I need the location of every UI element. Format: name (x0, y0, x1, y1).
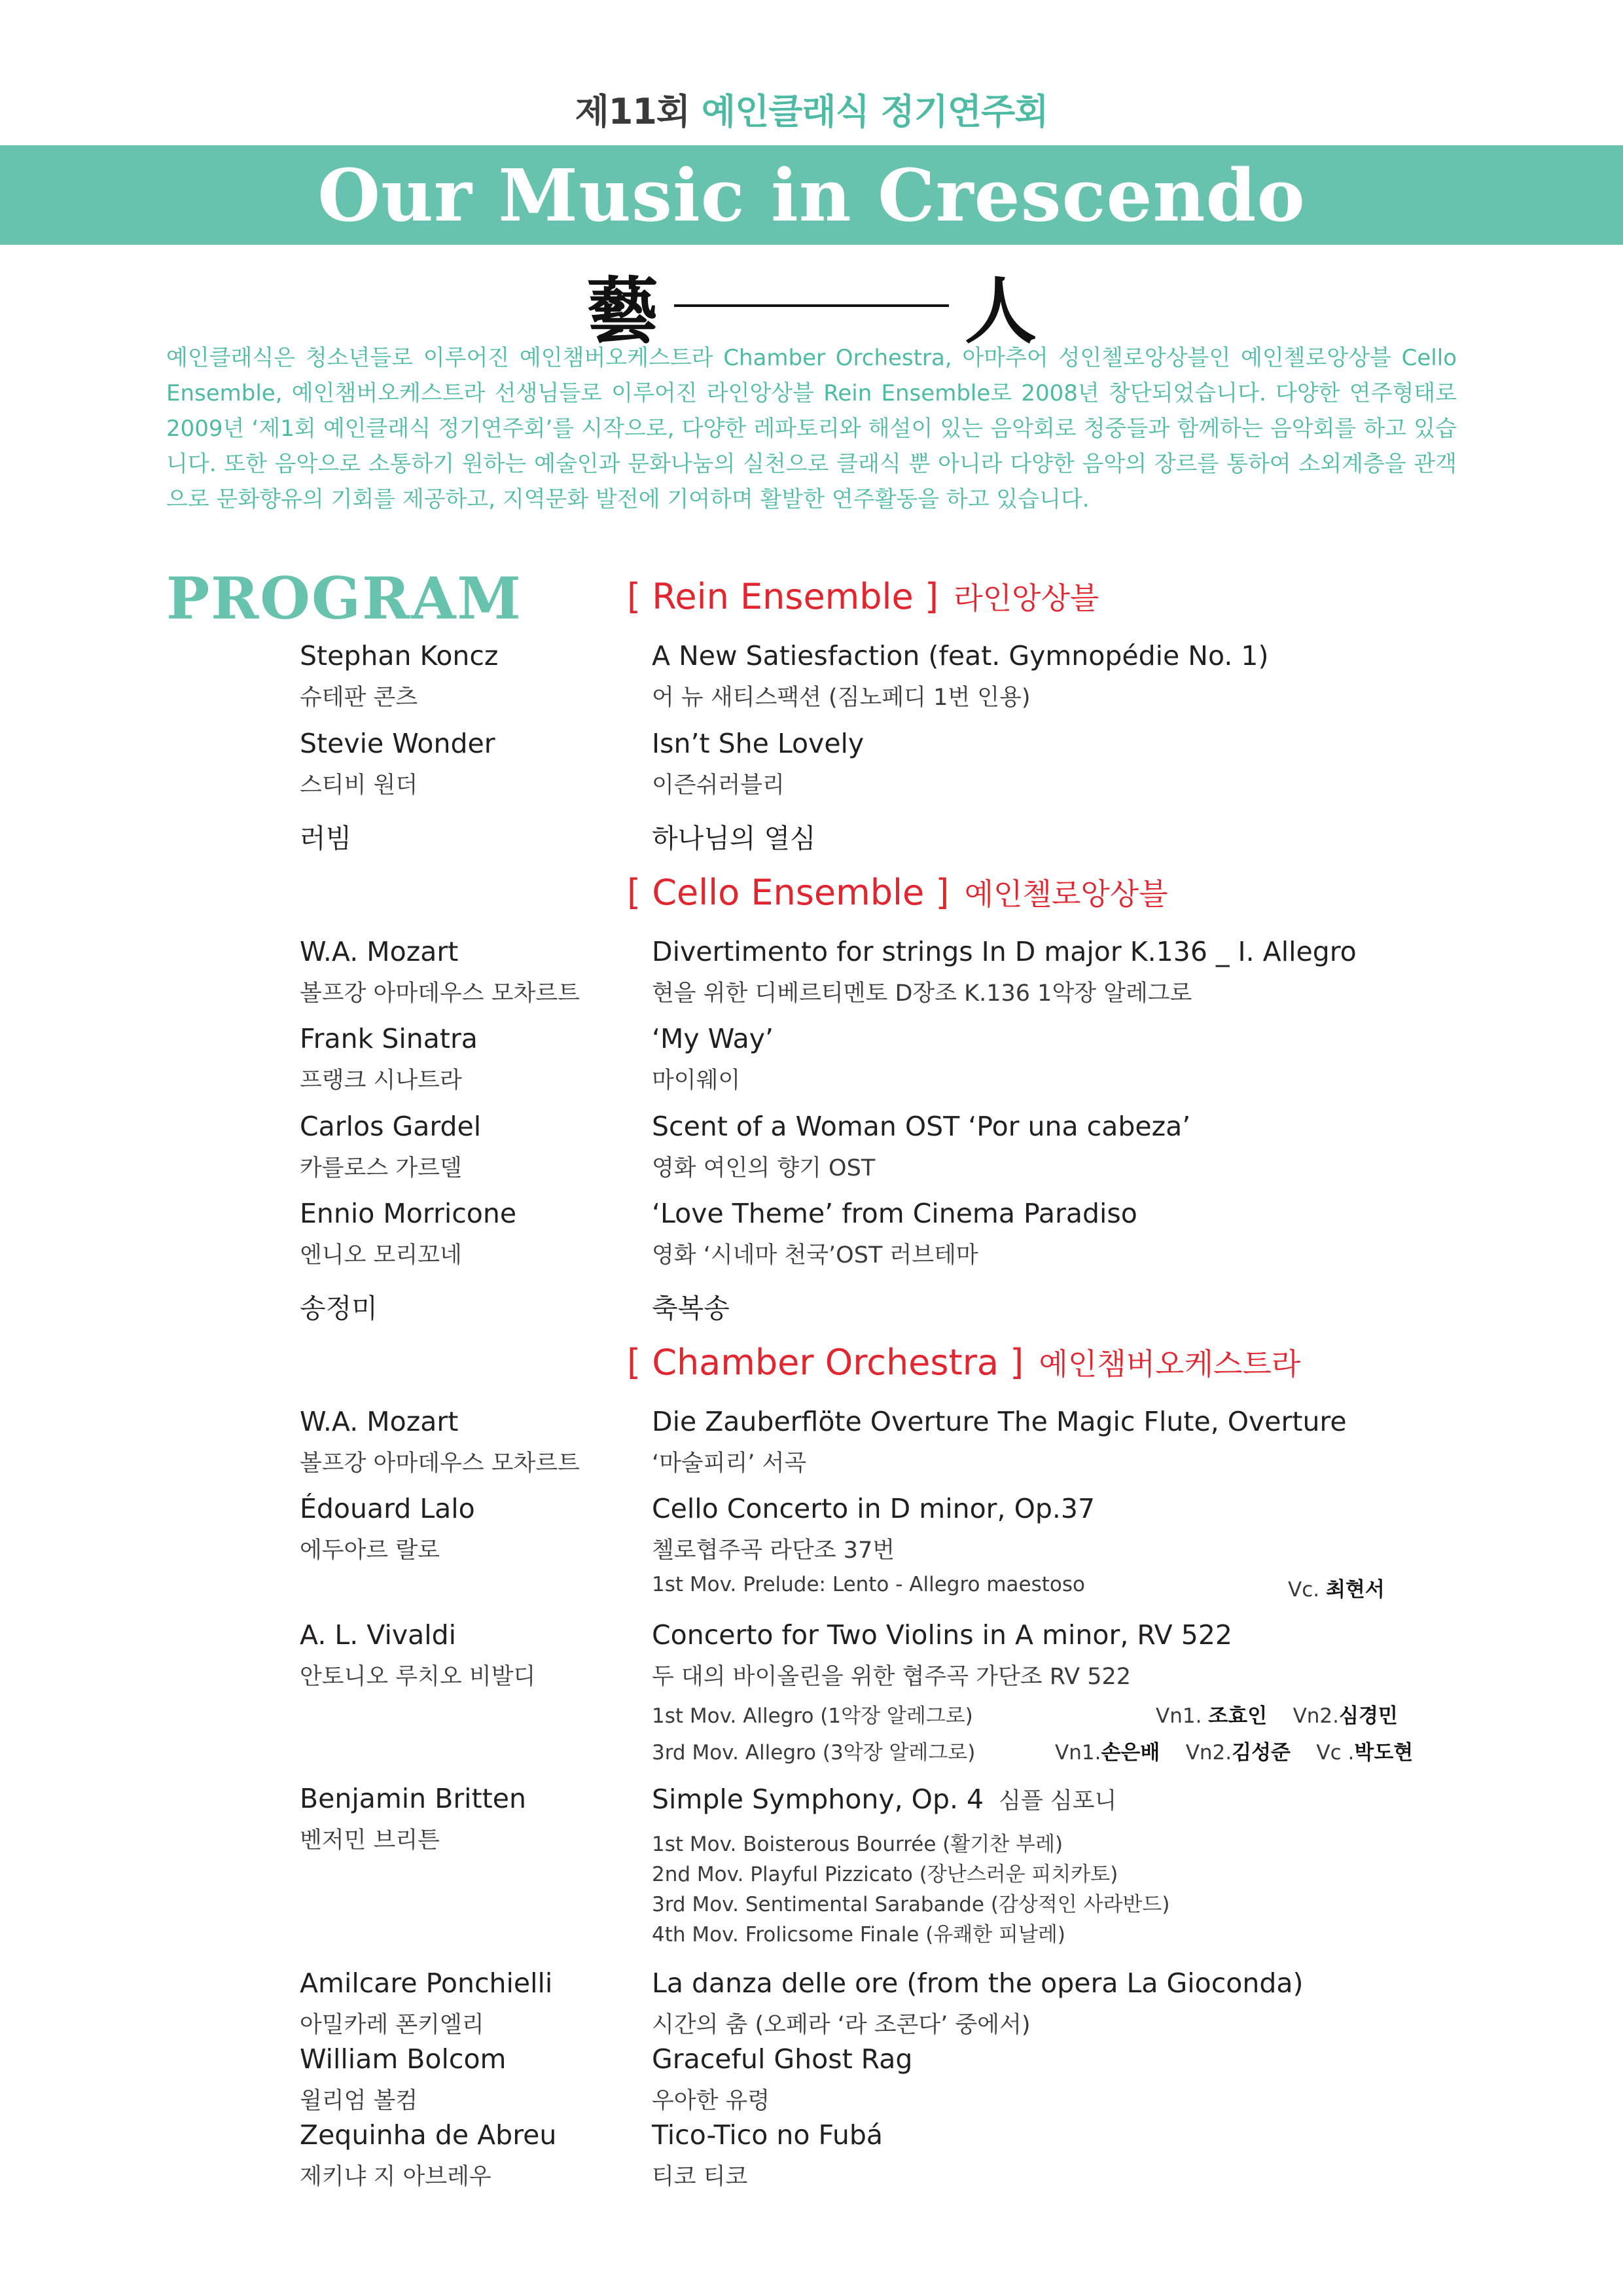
section-bracket-open: [ (627, 872, 641, 913)
composer-name: Ennio Morricone (300, 1198, 517, 1229)
work-title: Divertimento for strings In D major K.136 _ I. Allegro (652, 936, 1357, 967)
work-title: Tico-Tico no Fubá (652, 2119, 883, 2151)
performer-role: Vn1. (1055, 1741, 1101, 1765)
composer-name-kr: 안토니오 루치오 비발디 (300, 1664, 536, 1690)
work-title: ‘Love Theme’ from Cinema Paradiso (652, 1198, 1137, 1229)
composer-name: Édouard Lalo (300, 1493, 475, 1524)
composer-name: Benjamin Britten (300, 1783, 526, 1814)
section-heading-rein (627, 575, 1099, 618)
work-title-kr: 심플 심포니 (999, 1788, 1117, 1814)
work-title-kr: ‘마술피리’ 서곡 (652, 1450, 807, 1477)
composer-name: Carlos Gardel (300, 1111, 482, 1142)
movement-line: 3rd Mov. Allegro (3악장 알레그로) (652, 1741, 976, 1765)
composer-name-kr: 볼프강 아마데우스 모차르트 (300, 980, 580, 1007)
series-label: 예인클래식 정기연주회 (701, 91, 1048, 132)
work-title: 하나님의 열심 (652, 823, 816, 854)
composer-name: Stevie Wonder (300, 728, 495, 759)
movement-line: 3rd Mov. Sentimental Sarabande (감상적인 사라반드) (652, 1893, 1170, 1916)
work-title: Graceful Ghost Rag (652, 2043, 913, 2075)
work-title (652, 1783, 1116, 1816)
section-bracket-close: ] (935, 872, 950, 913)
intro-paragraph: 예인클래식은 청소년들로 이루어진 예인챔버오케스트라 Chamber Orchestra, 아마추어 성인첼로앙상블인 예인첼로앙상블 Cello Ensemble, 예인챔버오케스트라 선생님들로 이루어진 라인앙상블 Rein Ensemble로 2008년 창단되었습니다. 다양한 연주형태로 2009년 ‘제1회 예인클래식 정기연주회’를 시작으로, 다양한 레파토리와 해설이 있는 음악회로 청중들과 함께하는 음악회를 하고 있습니다. 또한 음악으로 소통하기 원하는 예술인과 문화나눔의 실천으로 클래식 뿐 아니라 다양한 음악의 장르를 통하여 소외계층을 관객으로 문화향유의 기회를 제공하고, 지역문화 발전에 기여하며 활발한 연주활동을 하고 있습니다. (166, 345, 1457, 512)
work-title-kr: 영화 ‘시네마 천국’OST 러브테마 (652, 1242, 978, 1268)
composer-name: Zequinha de Abreu (300, 2119, 557, 2151)
work-title-kr: 시간의 춤 (오페라 ‘라 조콘다’ 중에서) (652, 2012, 1031, 2038)
work-title: 축복송 (652, 1293, 730, 1324)
performer-name: 최현서 (1325, 1578, 1385, 1602)
movement-line: 2nd Mov. Playful Pizzicato (장난스러운 피치카토) (652, 1863, 1118, 1886)
work-title-en: Simple Symphony, Op. 4 (652, 1784, 984, 1815)
section-name: Rein Ensemble (652, 576, 914, 617)
work-title-kr: 영화 여인의 향기 OST (652, 1155, 876, 1181)
performer-name: 김성준 (1232, 1741, 1291, 1765)
work-title-kr: 두 대의 바이올린을 위한 협주곡 가단조 RV 522 (652, 1664, 1131, 1690)
composer-name-kr: 슈테판 콘츠 (300, 685, 418, 711)
composer-name: Frank Sinatra (300, 1023, 478, 1054)
section-name-kr: 예인첼로앙상블 (964, 876, 1168, 912)
title-banner (0, 145, 1623, 245)
section-name: Cello Ensemble (652, 872, 925, 913)
movement-line: 1st Mov. Prelude: Lento - Allegro maestoso (652, 1573, 1086, 1596)
hanja-right: 人 (965, 269, 1037, 353)
performer-name: 박도현 (1354, 1741, 1414, 1765)
movement-line: 1st Mov. Allegro (1악장 알레그로) (652, 1704, 973, 1728)
movement-line: 4th Mov. Frolicsome Finale (유쾌한 피날레) (652, 1923, 1065, 1946)
program-heading: PROGRAM (166, 564, 522, 632)
composer-name: 러빔 (300, 823, 352, 854)
composer-name-kr: 스티비 원더 (300, 772, 418, 798)
section-heading-chamber (627, 1340, 1300, 1384)
movement-line: 1st Mov. Boisterous Bourrée (활기찬 부레) (652, 1833, 1063, 1856)
composer-name-kr: 윌리엄 볼컴 (300, 2088, 418, 2114)
work-title: Scent of a Woman OST ‘Por una cabeza’ (652, 1111, 1191, 1142)
performer-credit (1156, 1699, 1398, 1729)
section-bracket-open: [ (627, 576, 641, 617)
concert-title: Our Music in Crescendo (317, 152, 1306, 238)
section-bracket-close: ] (924, 576, 939, 617)
section-name-kr: 라인앙상블 (954, 581, 1099, 616)
work-title-kr: 티코 티코 (652, 2164, 748, 2190)
composer-name-kr: 프랭크 시나트라 (300, 1067, 462, 1094)
hanja-dash (674, 304, 949, 307)
composer-name-kr: 에두아르 랄로 (300, 1537, 440, 1564)
composer-name: William Bolcom (300, 2043, 507, 2075)
composer-name: Stephan Koncz (300, 640, 499, 672)
work-title: ‘My Way’ (652, 1023, 774, 1054)
work-title: Cello Concerto in D minor, Op.37 (652, 1493, 1096, 1524)
performer-name: 손은배 (1101, 1741, 1160, 1765)
work-title: Isn’t She Lovely (652, 728, 865, 759)
performer-role: Vc. (1288, 1578, 1320, 1602)
performer-credit (1055, 1736, 1413, 1765)
work-title: La danza delle ore (from the opera La Gioconda) (652, 1967, 1304, 1999)
work-title-kr: 어 뉴 새티스팩션 (짐노페디 1번 인용) (652, 685, 1031, 711)
composer-name-kr: 카를로스 가르델 (300, 1155, 462, 1181)
edition-label: 제11회 (575, 91, 690, 132)
performer-role: Vn1. (1156, 1704, 1202, 1728)
section-name: Chamber Orchestra (652, 1342, 999, 1383)
section-bracket-close: ] (1010, 1342, 1024, 1383)
composer-name-kr: 제키냐 지 아브레우 (300, 2164, 491, 2190)
section-name-kr: 예인챔버오케스트라 (1039, 1346, 1301, 1382)
composer-name-kr: 볼프강 아마데우스 모차르트 (300, 1450, 580, 1477)
performer-role: Vn2. (1185, 1741, 1232, 1765)
composer-name: W.A. Mozart (300, 1406, 459, 1437)
composer-name-kr: 아밀카레 폰키엘리 (300, 2012, 484, 2038)
performer-role: Vn2. (1293, 1704, 1339, 1728)
performer-name: 조효인 (1208, 1704, 1268, 1728)
composer-name-kr: 엔니오 모리꼬네 (300, 1242, 462, 1268)
work-title-kr: 현을 위한 디베르티멘토 D장조 K.136 1악장 알레그로 (652, 980, 1192, 1007)
composer-name-kr: 벤저민 브리튼 (300, 1827, 440, 1854)
work-title: A New Satiesfaction (feat. Gymnopédie No. 1) (652, 640, 1269, 672)
work-title-kr: 우아한 유령 (652, 2088, 770, 2114)
performer-role: Vc . (1316, 1741, 1355, 1765)
work-title-kr: 마이웨이 (652, 1067, 741, 1094)
concert-subtitle (0, 84, 1623, 134)
section-bracket-open: [ (627, 1342, 641, 1383)
composer-name: A. L. Vivaldi (300, 1619, 457, 1651)
performer-credit (1288, 1573, 1385, 1602)
performer-name: 심경민 (1339, 1704, 1398, 1728)
section-heading-cello (627, 870, 1168, 914)
composer-name: 송정미 (300, 1293, 378, 1324)
work-title-kr: 이즌쉬러블리 (652, 772, 785, 798)
composer-name: W.A. Mozart (300, 936, 459, 967)
work-title: Die Zauberflöte Overture The Magic Flute, Overture (652, 1406, 1347, 1437)
work-title-kr: 첼로협주곡 라단조 37번 (652, 1537, 895, 1564)
hanja-left: 藝 (586, 269, 658, 353)
work-title: Concerto for Two Violins in A minor, RV 522 (652, 1619, 1233, 1651)
composer-name: Amilcare Ponchielli (300, 1967, 553, 1999)
